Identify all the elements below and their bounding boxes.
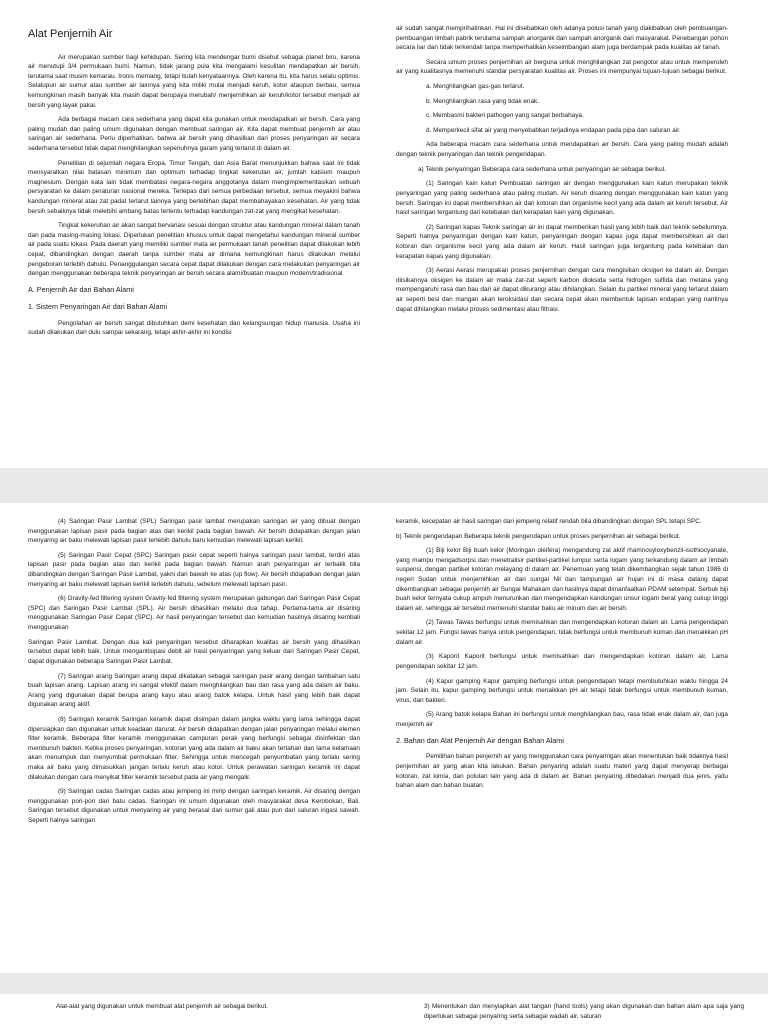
paragraph: 3) Menentukan dan menyiapkan alat tangan (hand tools) yang akan digunakan dan bahan alam apa saja yang diperlukan sebagai penyaring serta sebagai wadah air, saluran [424, 1003, 744, 1020]
list-item: (2) Tawas Tawas berfungsi untuk memisahkan dan mengendapkan kotoran dalam air. Lama pengendapan sekitar 12 jam. Fungsi tawas hanya untuk pengendapan, tidak berfungsi untuk membunuh kuman dan menaikkan pH dalam air. [396, 619, 728, 646]
document-title: Alat Penjernih Air [28, 28, 113, 40]
subsection-heading: 1. Sistem Penyaringan Air dari Bahan Alami [28, 301, 168, 311]
paragraph: b) Teknik pengendapan Beberapa teknik pengendapan untuk proses penjernihan air sebagai berikut. [396, 532, 681, 540]
document-page-2 [0, 503, 768, 973]
list-item: (8) Saringan keramik Saringan keramik dapat disimpan dalam jangka waktu yang lama sehingga dapat dipersiapkan dan digunakan untuk keadaan darurat. Air bersih didapatkan dengan jalan penyaringan melalui elemen filter keramik. Beberapa filter keramik menggunakan campuran perak yang berfungsi sebagai disinfektan dan membunuh bakteri. Ketika proses penyaringan, kotoran yang ada dalam air baku akan tertahan dan lama kelamaan akan menumpuk dan menyumbat permukaan filter. Sehingga untuk mencegah penyumbatan yang terlalu sering maka air baku yang dimasukkan jangan terlalu keruh atau kotor. Untuk perawatan saringan keramik ini dapat dilakukan dengan cara menyikat filter keramik tersebut pada air yang mengalir. [28, 715, 360, 781]
list-item: (4) Saringan Pasir Lambat (SPL) Saringan pasir lambat merupakan saringan air yang dibuat dengan menggunakan lapisan pasir pada bagian atas dan kerikil pada bagian bawah. Air bersih didapatkan dengan jalan menyaring air baku melewati lapisan pasir terlebih dahulu baru kemudian melewati lapisan kerikil. [28, 518, 360, 545]
list-item: (4) Kapur gamping Kapur gamping berfungsi untuk pengendapan tetapi membutuhkan waktu hingga 24 jam. Selain itu, kapur gamping berfungsi untuk menaikkan pH air tetapi tidak berfungsi untuk membunuh kuman, virus, dan bakteri. [396, 677, 728, 704]
paragraph: Pengolahan air bersih sangat dibutuhkan demi kesehatan dan kelangsungan hidup manusia. Usaha ini sudah dilakukan dari dulu sampai sekarang, tetapi akhir-akhir ini kondisi [28, 319, 360, 337]
list-item: (5) Arang batok kelapa Bahan ini berfungsi untuk menghilangkan bau, rasa tidak enak dalam air, dan juga menjernih air [396, 711, 728, 728]
document-page-1 [0, 0, 768, 468]
paragraph: Saringan Pasir Lambat. Dengan dua kali penyaringan tersebut diharapkan kualitas air bersih yang dihasilkan tersebut dapat lebih baik. Untuk mengantisipasi debit air hasil penyaringan yang keluar dari Saringan Pasir Cepat, dapat digunakan beberapa Saringan Pasir Lambat. [28, 638, 360, 665]
list-item: c. Membasmi bakteri pathogen yang sangat berbahaya. [426, 112, 584, 120]
list-item: b. Menghilangkan rasa yang tidak enak. [426, 97, 539, 105]
list-item: (1) Saringan kain katun Pembuatan saringan air dengan menggunakan kain katun merupakan teknik penyaringan yang paling sederhana atau paling mudah. Air keruh disaring dengan menggunakan kain katun yang bersih. Saringan ini dapat membersihkan air dari kotoran dan organisme kecil yang ada dalam air keruh tersebut. Air hasil saringan tergantung dari ketebalan dan kerapatan kain yang digunakan. [396, 180, 728, 217]
list-item: (5) Saringan Pasir Cepat (SPC) Saringan pasir cepat seperti halnya saringan pasir lambat, terdiri atas lapisan pasir pada bagian atas dan kerikil pada bagian bawah. Namun arah penyaringan air terbalik bila dibandingkan dengan Saringan Pasir Lambat, yakni dari bawah ke atas (up flow). Air bersih didapatkan dengan jalan menyaring air baku melewati lapisan kerikil terlebih dahulu, sebelum melewati lapisan pasir. [28, 551, 360, 588]
page-3-right-column [424, 1002, 744, 1024]
list-item: (1) Biji kelor Biji buah kelor (Moringan oleifera) mengandung zat aktif rhamnosyloxybenzil-isothiocyanate, yang mampu mengadsorpsi dan menetralisir partikel-partikel lumpur serta logam yang terkandung dalam air limbah suspensi, dengan partikel kotoran melayang di dalam air. Penemuan yang telah dikembangkan sejak tahun 1986 di negeri Sudan untuk menjernihkan air dari sungai Nil dan tampungan air hujan ini di masa datang dapat dikembangkan sebagai penjernih air Sungai Mahakam dan hasilnya dapat dimanfaatkan PDAM setempat. Serbuk biji buah kelor ternyata cukup ampuh menurunkan dan mengendapkan kandungan unsur logam berat yang cukup tinggi dalam air, sehingga air tersebut memenuhi standar baku air minum dan air bersih. [396, 547, 728, 612]
document-page-3 [0, 994, 768, 1024]
list-item: (3) Aerasi Aerasi merupakan proses penjernihan dengan cara mengisikan oksigen ke dalam air. Dengan diisikannya oksigen ke dalam air maka zat-zat seperti karbon dioksida serta hidrogen sulfida dan metana yang mempengaruhi rasa dan bau dari air dapat dikurangi atau dihilangkan. Selain itu partikel mineral yang terlarut dalam air seperti besi dan mangan akan teroksidasi dan secara cepat akan membentuk lapisan endapan yang nantinya dapat dihilangkan melalui proses sedimentasi atau filtrasi. [396, 267, 728, 313]
paragraph: Secara umum proses penjernihan air berguna untuk menghilangkan zat pengotor atau untuk memperoleh air yang kualitasnya memenuhi standar persyaratan kualitas air. Proses ini mempunyai tujuan-tujuan sebagai berikut. [396, 58, 728, 76]
list-item: (2) Saringan kapas Teknik saringan air ini dapat memberikan hasil yang lebih baik dari teknik sebelumnya. Seperti halnya penyaringan dengan kain katun, penyaringan dengan kapas juga dapat membersihkan air dari kotoran dan organisme kecil yang ada dalam air keruh. Hasil saringan juga tergantung pada ketebalan dan kerapatan kapas yang digunakan. [396, 223, 728, 260]
paragraph: Ada beberapa macam cara sederhana untuk mendapatkan air bersih. Cara yang paling mudah adalah dengan teknik penyaringan dan teknik pengendapan. [396, 141, 728, 159]
page-1-right-column [396, 24, 728, 319]
list-item: a. Menghilangkan gas-gas terlarut. [426, 83, 525, 91]
paragraph: Ada berbagai macam cara sederhana yang dapat kita gunakan untuk mendapatkan air bersih. Cara yang paling mudah dan paling umum digunakan dengan membuat saringan air. Kita dapat membuat penjernih air atau saringan air sederhana. Perlu diperhatikan, bahwa air bersih yang dihasilkan dari proses penyaringan air secara sederhana tersebut tidak dapat menghilangkan sepenuhnya garam yang terlarut di dalam air. [28, 116, 360, 152]
section-heading: A. Penjernih Air dari Bahan Alami [28, 284, 134, 294]
list-item: (3) Kaporit Kaporit berfungsi untuk memisahkan dan mengendapkan kotoran dalam air. Lama pengendapan sekitar 12 jam. [396, 653, 728, 670]
paragraph: keramik, kecepatan air hasil saringan dari jempeng relatif rendah bila dibandingkan dengan SPL tetapi SPC. [396, 518, 702, 525]
list-item: (6) Gravity-fed filtering system Gravity-fed filtering system merupakan gabungan dari Saringan Pasir Cepat (SPC) dan Saringan Pasir Lambat (SPL). Air bersih dihasilkan melalui dua tahap. Pertama-tama air disaring menggunakan Saringan Pasir Cepat (SPC). Air hasil penyaringan tersebut dan kemudian hasilnya disaring kembali menggunakan [28, 595, 360, 632]
page-2-left-column [28, 517, 360, 831]
list-item: (9) Saringan cadas Saringan cadas atau jempeng ini mirip dengan saringan keramik. Air disaring dengan menggunakan pori-pori dari batu cadas. Saringan ini umum digunakan oleh masyarakat desa Kerobokan, Bali. Saringan tersebut digunakan untuk menyaring air yang berasal dari sumur gali atau pun dari saluran irigasi sawah. Seperti halnya saringan [28, 788, 360, 825]
paragraph: Alat-alat yang digunakan untuk membuat alat penjernih air sebagai berikut. [56, 1003, 269, 1010]
paragraph: Pemilihan bahan penjernih air yang menggunakan cara penyaringan akan menentukan baik tidaknya hasil penjernihan air yang akan kita lakukan. Bahan penyaring adalah suatu materi yang dapat menyerap berbagai kotoran, zat kimia, dan polutan lain yang ada di dalam air. Bahan penyaring dibedakan menjadi dua jenis, yaitu bahan alam dan bahan buatan. [396, 753, 728, 790]
page-1-left-column [28, 26, 360, 343]
page-2-right-column [396, 517, 728, 796]
subsection-heading: 2. Bahan dan Alat Penjernih Air dengan Bahan Alami [396, 735, 564, 745]
list-item: (7) Saringan arang Saringan arang dapat dikatakan sebagai saringan pasir arang dengan tambahan satu buah lapisan arang. Lapisan arang ini sangat efektif dalam menghilangkan bau dan rasa yang ada dalam air baku. Arang yang digunakan dapat berupa arang kayu atau arang batok kelapa. Untuk hasil yang lebih baik dapat digunakan arang aktif. [28, 672, 360, 709]
paragraph: air sudah sangat memprihatinkan. Hal ini disebabkan oleh adanya polusi tanah yang diakibatkan oleh pembuangan-pembuangan limbah pabrik terutama sampah anorganik dan sampah anorganik dari masyarakat. Penebangan pohon secara liar dan tidak terkendali tanpa memperhatikan keseimbangan alam juga berdampak pada kualitas air tanah. [396, 25, 728, 52]
paragraph: Tingkat kekeruhan air akan sangat bervariasi sesuai dengan struktur atau kandungan mineral dalam tanah dan pada masing-masing lokasi. Diperlukan penelitian khusus untuk dapat mengetahui kandungan mineral sumber air pada suatu lokasi. Pada daerah yang memiliki sumber mata air permukaan tanah penelitian dapat dilakukan lebih cepat, dibandingkan dengan daerah tanpa sumber mata air dimana kemungkinan harus dilakukan melalui pengeboran terlebih dahulu. Penanggulangan secara cepat dapat dilakukan dengan cara melakukan penyaringan air dengan menggunakan beberapa teknik penyaringan air bersih secara alami/buatan maupun modern/tradisional [28, 222, 360, 278]
paragraph: a) Teknik penyaringan Beberapa cara sederhana untuk penyaringan air sebagai berikut. [418, 165, 667, 173]
paragraph: Penelitian di sejumlah negara Eropa, Timur Tengah, dan Asia Barat menunjukkan bahwa saat ini tidak mensyaratkan nilai batasan minimum dan optimum terhadap tingkat kekerutan air, jumlah kalsium maupun magnesium. Dengan kata lain tidak membatasi negara-negara anggotanya dalam mengimplementasikan sebuah persyaratan ke dalam peraturan nasional mereka. Terlepas dari semua perbedaan tersebut, semua meyakini bahwa kandungan mineral atau zat padat terlarut lainnya yang berlebihan dapat membahayakan kesehatan. Air yang tidak bersih sebaiknya tidak melebihi ambang batas tertentu terhadap kandungan zat-zat yang mengikat kesehatan. [28, 159, 360, 215]
paragraph: Air merupakan sumber bagi kehidupan. Sering kita mendengar bumi disebut sebagai planet biru, karena air menutupi 3/4 permukaan bumi. Namun, tidak jarang pula kita mengalami kesulitan mendapatkan air bersih, terutama saat musim kemarau. Ironis memang, tetapi itulah kenyataannya. Oleh karena itu, kita harus selalu optimis. Selalupun air sumur atau sumber air lainnya yang kita miliki mulai menjadi keruh, kotor ataupun berbau, semua kemungkinan masih banyak kita masih dapat berupaya merubah/ menjernihkan air keruh/kotor tersebut menjadi air bersih yang layak pakai. [28, 53, 360, 109]
page-3-left-column [56, 1002, 388, 1017]
list-item: d. Memperkecil sifat air yang menyebabkan terjadinya endapan pada pipa dan saluran air. [426, 126, 681, 134]
